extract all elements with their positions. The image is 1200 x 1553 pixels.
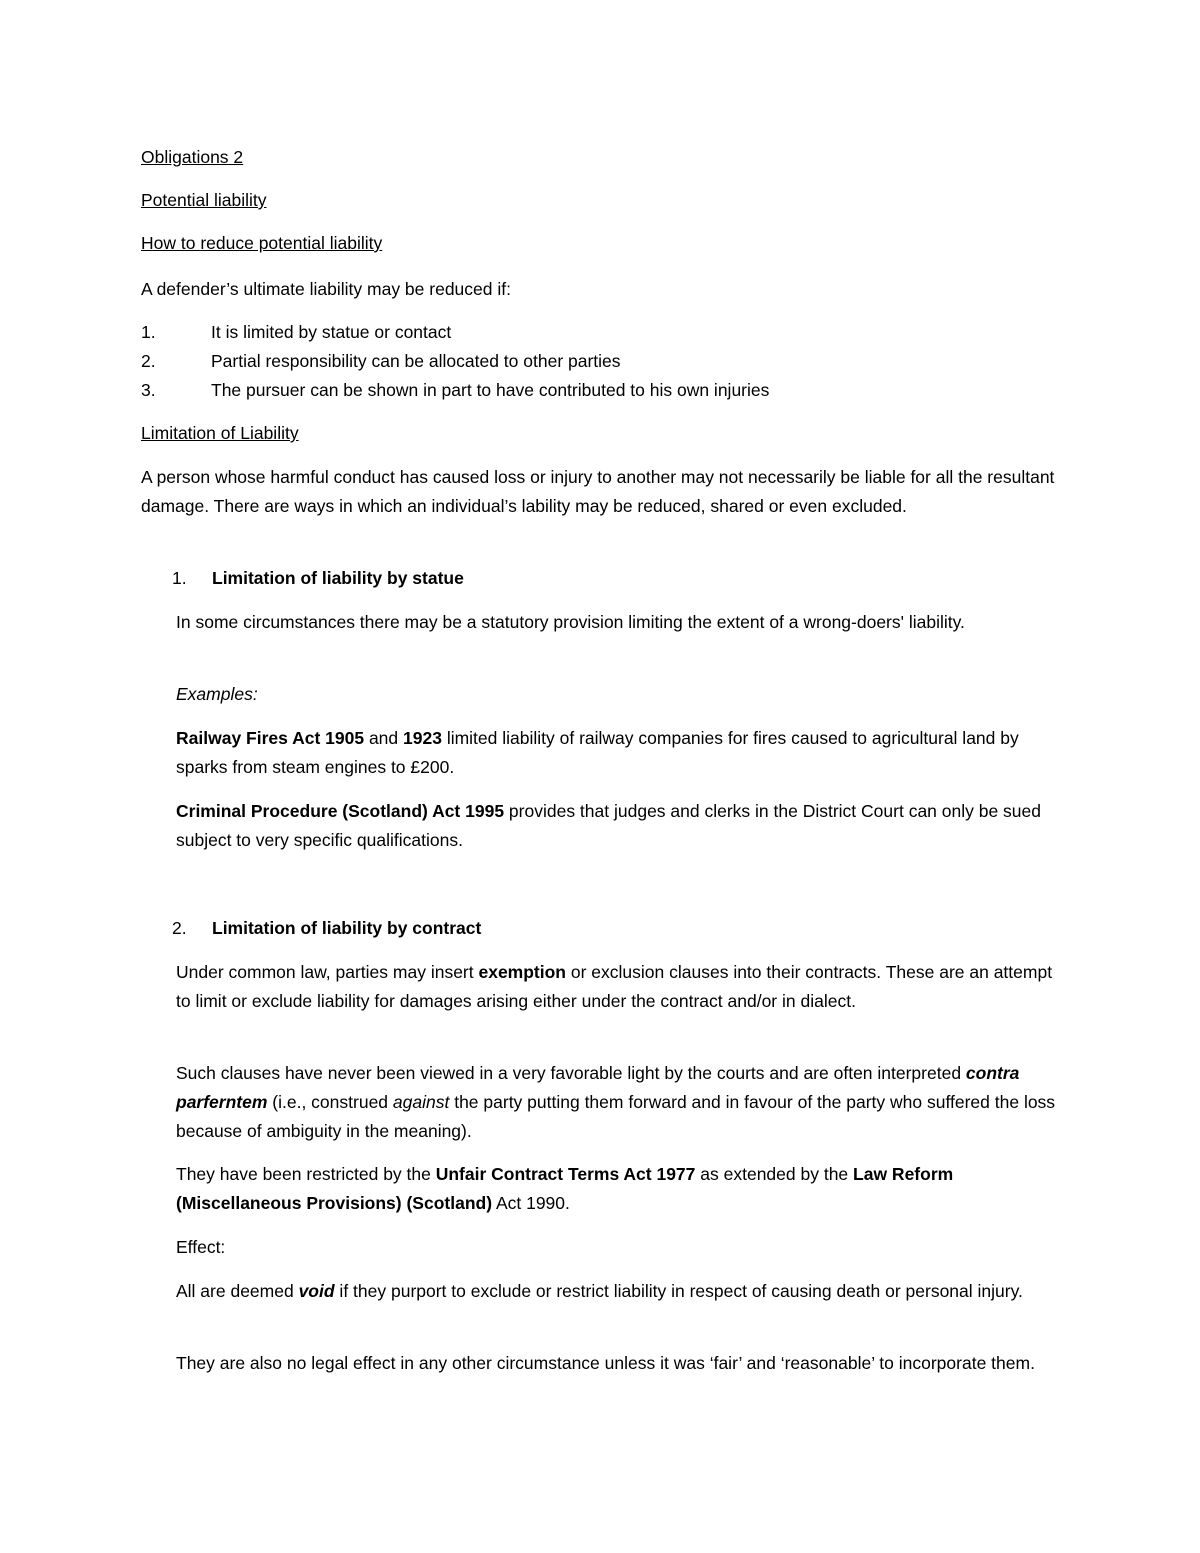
heading-reduce-liability: How to reduce potential liability (141, 233, 383, 253)
text: All are deemed (176, 1281, 299, 1301)
list-text: Partial responsibility can be allocated to other parties (211, 351, 621, 371)
list-item (141, 347, 1061, 376)
example-railway (176, 724, 1066, 782)
latin-term: contra parferntem (176, 1063, 1020, 1112)
section2-para1 (176, 958, 1066, 1016)
text: as extended by the (695, 1164, 854, 1184)
act-name: Criminal Procedure (Scotland) Act 1995 (176, 801, 505, 821)
text: Act 1990. (492, 1193, 570, 1213)
act-name: Law Reform (Miscellaneous Provisions) (Scotland) (176, 1164, 954, 1213)
section1-heading (172, 564, 1072, 593)
act-name: Unfair Contract Terms Act 1977 (435, 1164, 696, 1184)
text: and (364, 728, 404, 748)
section2-heading (172, 914, 1072, 943)
list-text: It is limited by statue or contact (211, 322, 452, 342)
section2-para2 (176, 1059, 1066, 1146)
text: (i.e., construed (267, 1092, 393, 1112)
list-number: 2. (141, 351, 156, 371)
text: They have been restricted by the (176, 1164, 436, 1184)
reduce-list (141, 318, 1061, 405)
section-number: 2. (172, 918, 187, 938)
text: provides that judges and clerks in the District Court can only be sued subject to very specific qualifications. (176, 801, 1042, 850)
list-item (141, 318, 1061, 347)
limitation-paragraph: A person whose harmful conduct has caused loss or injury to another may not necessarily be liable for all the resultant damage. There are ways in which an individual’s lability may be reduced, shared or even excluded. (141, 467, 1055, 516)
subtitle: Potential liability (141, 190, 267, 210)
document-title: Obligations 2 (141, 147, 244, 167)
list-item (141, 376, 1061, 405)
text: Such clauses have never been viewed in a very favorable light by the courts and are often interpreted (176, 1063, 966, 1083)
example-criminal-procedure (176, 797, 1066, 855)
list-number: 3. (141, 380, 156, 400)
text: the party putting them forward and in favour of the party who suffered the loss because of ambiguity in the meaning). (176, 1092, 1056, 1141)
examples-label-text: Examples: (176, 684, 258, 704)
text: limited liability of railway companies for fires caused to agricultural land by sparks from steam engines to £200. (176, 728, 1019, 777)
examples-label (176, 680, 1066, 709)
text: if they purport to exclude or restrict liability in respect of causing death or personal injury. (334, 1281, 1023, 1301)
list-text: The pursuer can be shown in part to have contributed to his own injuries (211, 380, 770, 400)
section-number: 1. (172, 568, 187, 588)
list-number: 1. (141, 322, 156, 342)
italic-term: against (392, 1092, 450, 1112)
intro-paragraph: A defender’s ultimate liability may be reduced if: (141, 279, 511, 299)
section2-para5: They are also no legal effect in any other circumstance unless it was ‘fair’ and ‘reasonable’ to incorporate them. (176, 1353, 1035, 1373)
section2-para4 (176, 1277, 1066, 1306)
text: Under common law, parties may insert (176, 962, 479, 982)
act-name: Railway Fires Act 1905 (176, 728, 365, 748)
text: or exclusion clauses into their contracts. These are an attempt to limit or exclude liability for damages arising either under the contract and/or in dialect. (176, 962, 1053, 1011)
section1-paragraph: In some circumstances there may be a statutory provision limiting the extent of a wrong-doers' liability. (176, 612, 965, 632)
section-heading-text: Limitation of liability by contract (212, 918, 482, 938)
section-heading-text: Limitation of liability by statue (212, 568, 464, 588)
section2-para3 (176, 1160, 1066, 1218)
bold-term: exemption (478, 962, 567, 982)
act-year: 1923 (403, 728, 442, 748)
heading-limitation: Limitation of Liability (141, 423, 299, 443)
effect-label: Effect: (176, 1237, 226, 1257)
italic-term: void (298, 1281, 335, 1301)
